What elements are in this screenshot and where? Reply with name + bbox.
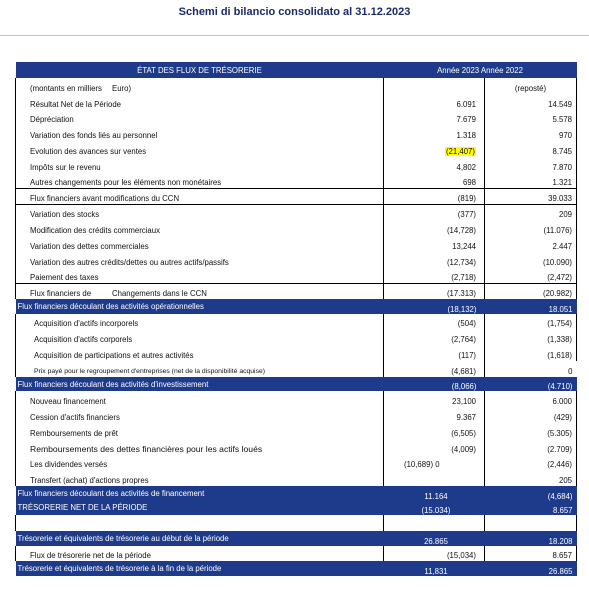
value-2022: 6.000 (485, 391, 577, 407)
highlighted-value: (21,407) (445, 146, 475, 156)
value-2023: 11.164 (424, 491, 448, 501)
value-2022: 209 (485, 204, 577, 220)
closing-cash-row (16, 561, 577, 576)
value-2022: 18.051 (548, 304, 573, 314)
value-2023: (15.034) (421, 506, 451, 516)
units-label: (montants en milliers Euro) (16, 78, 384, 94)
row-label: Flux financiers découlant des activités de financement (17, 488, 205, 498)
table-row (16, 110, 577, 126)
section-total-investing (16, 377, 577, 392)
cash-flow-table (15, 62, 577, 576)
value-2022: 2.447 (485, 236, 577, 252)
table-row (16, 470, 577, 486)
value-2022: (4.710) (547, 382, 573, 392)
value-2023: 13,244 (384, 236, 485, 252)
row-label: Trésorerie et équivalents de trésorerie à la fin de la période (17, 564, 222, 574)
value-2023: (819) (384, 189, 485, 205)
value-2022: 8.657 (553, 506, 573, 516)
table-row (16, 220, 577, 236)
row-label: Résultat Net de la Période (16, 94, 384, 110)
row-label: Variation des dettes commerciales (16, 236, 384, 252)
value-2023: 698 (384, 173, 485, 189)
row-label: Paiement des taxes (16, 268, 384, 284)
spacer-row (16, 515, 577, 531)
value-2022: (1,618) (485, 345, 577, 361)
table-row (16, 252, 577, 268)
row-label: Acquisition d'actifs corporels (16, 329, 384, 345)
value-2023: 23,100 (384, 391, 485, 407)
row-label: Flux de trésorerie net de la période (16, 546, 384, 562)
value-2022: 970 (485, 125, 577, 141)
row-label: Transfert (achat) d'actions propres (16, 470, 384, 486)
value-2022: (4,684) (547, 491, 573, 501)
units-row (16, 78, 577, 94)
opening-cash-row (16, 531, 577, 546)
table-row (16, 236, 577, 252)
table-title: ÉTAT DES FLUX DE TRÉSORERIE (137, 65, 262, 75)
row-label (16, 515, 384, 531)
value-2023 (384, 470, 485, 486)
value-2022: (5.305) (485, 423, 577, 439)
value-2022: 1.321 (485, 173, 577, 189)
value-2022: (1,338) (485, 329, 577, 345)
value-2022: (2,472) (485, 268, 577, 284)
row-label: TRÉSORERIE NET DE LA PÉRIODE (17, 503, 148, 513)
table-row (16, 157, 577, 173)
table-row (16, 439, 577, 455)
table-row (16, 407, 577, 423)
value-2022: (2.709) (485, 439, 577, 455)
row-label: Modification des crédits commerciaux (16, 220, 384, 236)
document-title: Schemi di bilancio consolidato al 31.12.2023 (178, 6, 411, 18)
row-label: Cession d'actifs financiers (16, 407, 384, 423)
value-2023: 4,802 (384, 157, 485, 173)
value-2023: (12,734) (384, 252, 485, 268)
value-2022: 8.745 (485, 141, 577, 157)
table-row (16, 455, 577, 471)
value-2023: (377) (384, 204, 485, 220)
value-2023: (4,009) (384, 439, 485, 455)
value-2022: 8.657 (485, 546, 577, 562)
value-2022: 14.549 (485, 94, 577, 110)
row-label: Flux financiers découlant des activités opérationnelles (17, 301, 204, 311)
row-label: Evolution des avances sur ventes (16, 141, 384, 157)
value-2023: 26.865 (424, 536, 448, 546)
value-2023: (18,132) (447, 304, 477, 314)
ccn-flow-label: Flux financiers de Changements dans le CCN (16, 283, 384, 299)
row-label: Acquisition d'actifs incorporels (16, 314, 384, 330)
table-row (16, 345, 577, 361)
subtotal-row (16, 283, 577, 299)
row-label: Flux financiers avant modifications du CCN (16, 189, 384, 205)
value-2022: (11.076) (485, 220, 577, 236)
table-row (16, 546, 577, 562)
row-label: Variation des fonds liés au personnel (16, 125, 384, 141)
value-2022: 205 (485, 470, 577, 486)
table-row (16, 173, 577, 189)
value-2023: (15,034) (384, 546, 485, 562)
restated-label: (reposté) (485, 78, 577, 94)
row-label: Autres changements pour les éléments non monétaires (16, 173, 384, 189)
value-2023: (17.313) (384, 283, 485, 299)
table-row (16, 329, 577, 345)
section-total-financing (16, 486, 577, 501)
value-2023: 11,831 (424, 566, 448, 576)
row-label: Nouveau financement (16, 391, 384, 407)
years-header: Année 2023 Année 2022 (437, 65, 523, 75)
value-2022: 39.033 (485, 189, 577, 205)
value-2023: (6,505) (384, 423, 485, 439)
value-2022: 0 (568, 366, 573, 376)
table-row (16, 125, 577, 141)
row-label: Trésorerie et équivalents de trésorerie au début de la période (17, 533, 229, 543)
value-2023: (2,764) (384, 329, 485, 345)
value-2023: (14,728) (384, 220, 485, 236)
value-2022: (1,754) (485, 314, 577, 330)
value-2023: 9.367 (384, 407, 485, 423)
value-2023: 7.679 (384, 110, 485, 126)
value-2023: (2,718) (384, 268, 485, 284)
value-2022: 26.865 (548, 566, 573, 576)
value-2022: 18.208 (548, 536, 573, 546)
row-label: Remboursements des dettes financières pour les actifs loués (16, 439, 384, 455)
value-2023: 6.091 (384, 94, 485, 110)
table-row (16, 204, 577, 220)
row-label: Variation des autres crédits/dettes ou autres actifs/passifs (16, 252, 384, 268)
subtotal-row (16, 189, 577, 205)
table-header-row (16, 62, 577, 78)
row-label: Impôts sur le revenu (16, 157, 384, 173)
row-label: Variation des stocks (16, 204, 384, 220)
value-2022: 5.578 (485, 110, 577, 126)
value-2022: (429) (485, 407, 577, 423)
value-2023 (384, 515, 485, 531)
table-row (16, 94, 577, 110)
value-2023 (384, 141, 485, 157)
row-label: Dépréciation (16, 110, 384, 126)
table-row (16, 141, 577, 157)
row-label: Acquisition de participations et autres activités (16, 345, 384, 361)
table-row (16, 423, 577, 439)
value-2022: (2,446) (485, 455, 577, 471)
value-2023: (10,689) 0 (384, 455, 485, 471)
value-2022 (485, 515, 577, 531)
value-2022: (20.982) (485, 283, 577, 299)
value-2022: (10.090) (485, 252, 577, 268)
net-cash-total (16, 501, 577, 516)
value-2023: (504) (384, 314, 485, 330)
value-2023: 1.318 (384, 125, 485, 141)
row-label: Les dividendes versés (16, 455, 384, 471)
table-row (16, 268, 577, 284)
table-row (16, 391, 577, 407)
section-total-operating (16, 299, 577, 314)
row-label: Flux financiers découlant des activités d'investissement (17, 379, 209, 389)
title-divider (0, 35, 589, 36)
units-2023-cell (384, 78, 485, 94)
value-2022: 7.870 (485, 157, 577, 173)
value-2023: (8,066) (451, 382, 477, 392)
table-row (16, 314, 577, 330)
row-label: Prix payé pour le regroupement d'entreprises (net de la disponibilité acquise) (16, 361, 384, 377)
value-2023: (117) (384, 345, 485, 361)
value-2023: (4,681) (384, 361, 485, 377)
table-row (16, 361, 577, 377)
row-label: Remboursements de prêt (16, 423, 384, 439)
